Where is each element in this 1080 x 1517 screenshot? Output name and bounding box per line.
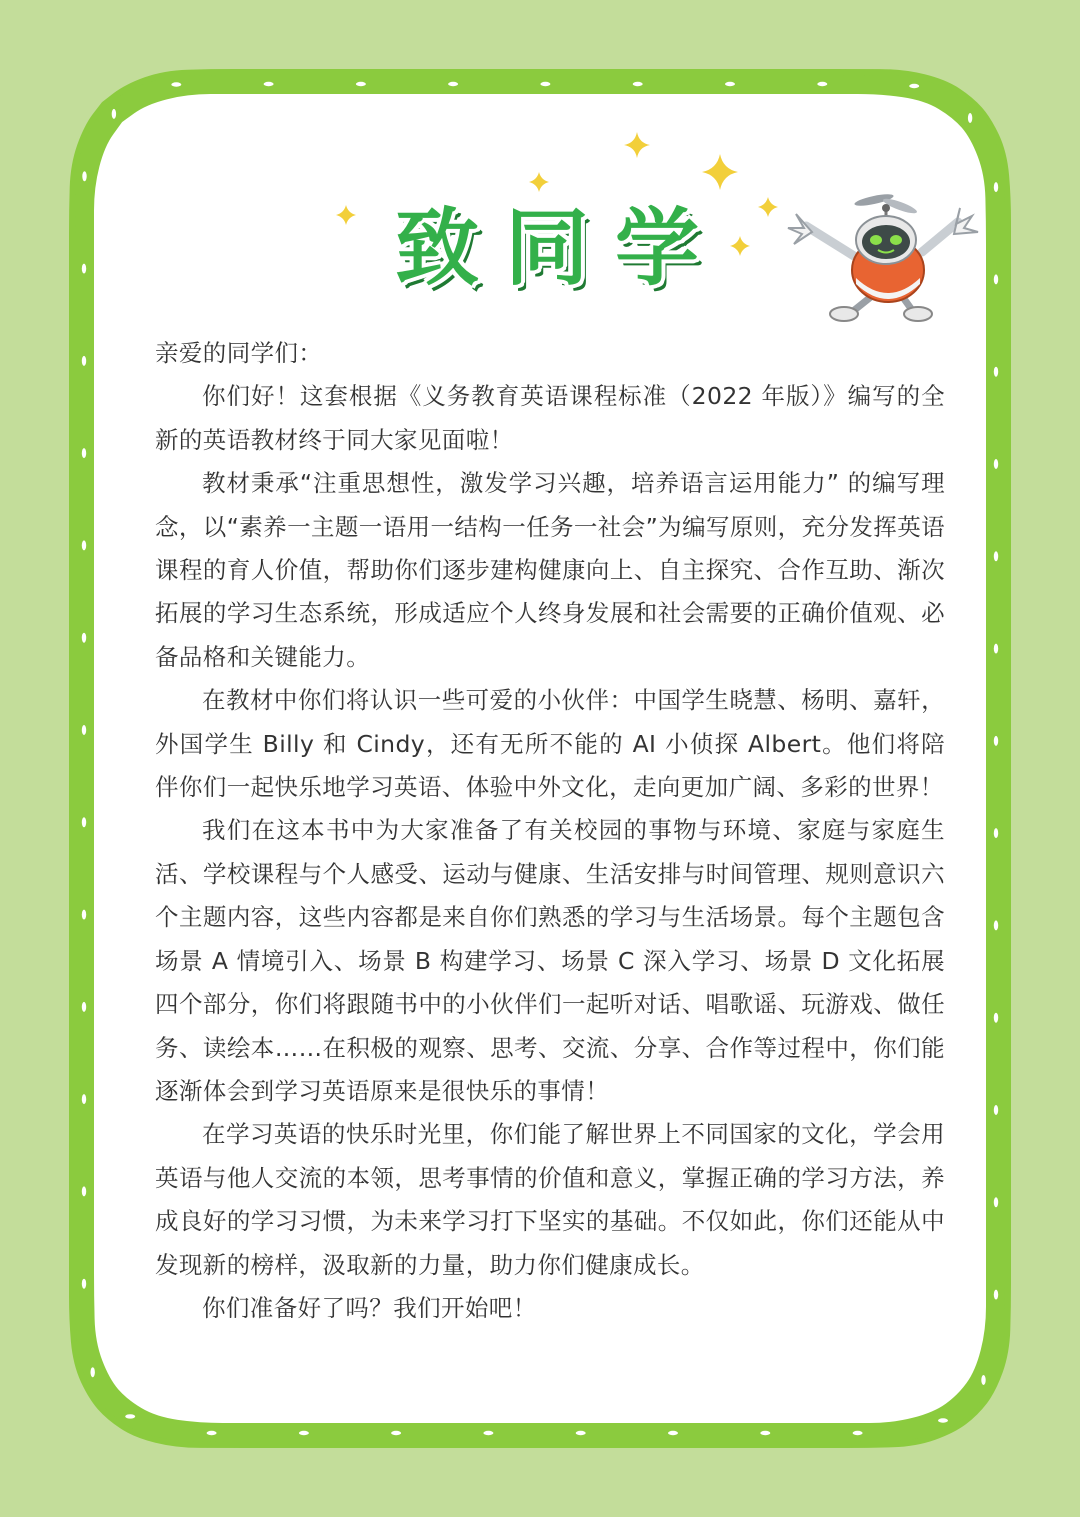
sparkle-icon xyxy=(527,170,551,194)
frame-stitch xyxy=(576,1431,586,1435)
frame-stitch xyxy=(264,82,274,86)
frame-stitch xyxy=(171,82,181,86)
frame-stitch xyxy=(391,1431,401,1435)
frame-stitch xyxy=(817,82,827,86)
frame-stitch xyxy=(994,1197,998,1207)
frame-stitch xyxy=(82,725,86,735)
sparkle-icon xyxy=(728,234,752,258)
sparkle-icon xyxy=(622,130,652,160)
frame-stitch xyxy=(909,84,919,88)
sparkle-icon xyxy=(700,152,740,192)
frame-stitch xyxy=(981,1375,985,1385)
frame-stitch xyxy=(994,644,998,654)
frame-stitch xyxy=(994,551,998,561)
robot-mascot-icon xyxy=(782,188,982,323)
frame-stitch xyxy=(82,448,86,458)
frame-stitch xyxy=(994,1290,998,1300)
frame-stitch xyxy=(483,1431,493,1435)
frame-stitch xyxy=(994,920,998,930)
frame-stitch xyxy=(994,1105,998,1115)
frame-stitch xyxy=(82,171,86,181)
letter-body xyxy=(155,332,945,1330)
letter-paragraph: 在学习英语的快乐时光里，你们能了解世界上不同国家的文化，学会用英语与他人交流的本领，思考事情的价值和意义，掌握正确的学习方法，养成良好的学习习惯，为未来学习打下坚实的基础。不仅如此，你们还能从中发现新的榜样，汲取新的力量，助力你们健康成长。 xyxy=(155,1120,945,1279)
frame-stitch xyxy=(82,817,86,827)
frame-stitch xyxy=(299,1431,309,1435)
frame-stitch xyxy=(968,113,972,123)
frame-stitch xyxy=(82,1094,86,1104)
frame-stitch xyxy=(82,356,86,366)
letter-paragraph: 我们在这本书中为大家准备了有关校园的事物与环境、家庭与家庭生活、学校课程与个人感受、运动与健康、生活安排与时间管理、规则意识六个主题内容，这些内容都是来自你们熟悉的学习与生活场景。每个主题包含场景 A 情境引入、场景 B 构建学习、场景 C 深入学习、场景 D 文化拓展四个部分，你们将跟随书中的小伙伴们一起听对话、唱歌谣、玩游戏、做任务、读绘本……在积极的观察、思考、交流、分享、合作等过程中，你们能逐渐体会到学习英语原来是很快乐的事情！ xyxy=(155,816,945,1105)
frame-stitch xyxy=(760,1431,770,1435)
frame-stitch xyxy=(82,910,86,920)
letter-paragraph: 教材秉承“注重思想性，激发学习兴趣，培养语言运用能力” 的编写理念，以“素养一主题一语用一结构一任务一社会”为编写原则，充分发挥英语课程的育人价值，帮助你们逐步建构健康向上、自主探究、合作互助、渐次拓展的学习生态系统，形成适应个人终身发展和社会需要的正确价值观、必备品格和关键能力。 xyxy=(155,469,945,671)
letter-paragraph: 在教材中你们将认识一些可爱的小伙伴：中国学生晓慧、杨明、嘉轩，外国学生 Billy 和 Cindy，还有无所不能的 AI 小侦探 Albert。他们将陪伴你们一起快乐地学习英语、体验中外文化，走向更加广阔、多彩的世界！ xyxy=(155,686,945,802)
frame-stitch xyxy=(82,1002,86,1012)
frame-stitch xyxy=(994,367,998,377)
frame-stitch xyxy=(448,82,458,86)
frame-stitch xyxy=(994,182,998,192)
frame-stitch xyxy=(668,1431,678,1435)
frame-stitch xyxy=(82,633,86,643)
frame-stitch xyxy=(82,1186,86,1196)
frame-stitch xyxy=(853,1431,863,1435)
frame-stitch xyxy=(356,82,366,86)
salutation: 亲爱的同学们： xyxy=(155,339,323,367)
sparkle-icon xyxy=(756,195,780,219)
frame-stitch xyxy=(633,82,643,86)
frame-stitch xyxy=(82,540,86,550)
letter-paragraph: 你们好！这套根据《义务教育英语课程标准（2022 年版）》编写的全新的英语教材终于同大家见面啦！ xyxy=(155,382,945,454)
frame-stitch xyxy=(91,1367,95,1377)
sparkle-icon xyxy=(334,203,358,227)
frame-stitch xyxy=(125,1414,135,1418)
frame-stitch xyxy=(994,828,998,838)
frame-stitch xyxy=(994,274,998,284)
frame-stitch xyxy=(540,82,550,86)
frame-stitch xyxy=(994,736,998,746)
frame-stitch xyxy=(938,1418,948,1422)
frame-stitch xyxy=(82,1279,86,1289)
frame-stitch xyxy=(82,264,86,274)
letter-paragraph: 你们准备好了吗？我们开始吧！ xyxy=(202,1293,537,1322)
frame-stitch xyxy=(207,1431,217,1435)
frame-stitch xyxy=(994,459,998,469)
page-title: 致同学 xyxy=(395,199,726,297)
frame-stitch xyxy=(112,109,116,119)
frame-stitch xyxy=(725,82,735,86)
frame-stitch xyxy=(994,1013,998,1023)
